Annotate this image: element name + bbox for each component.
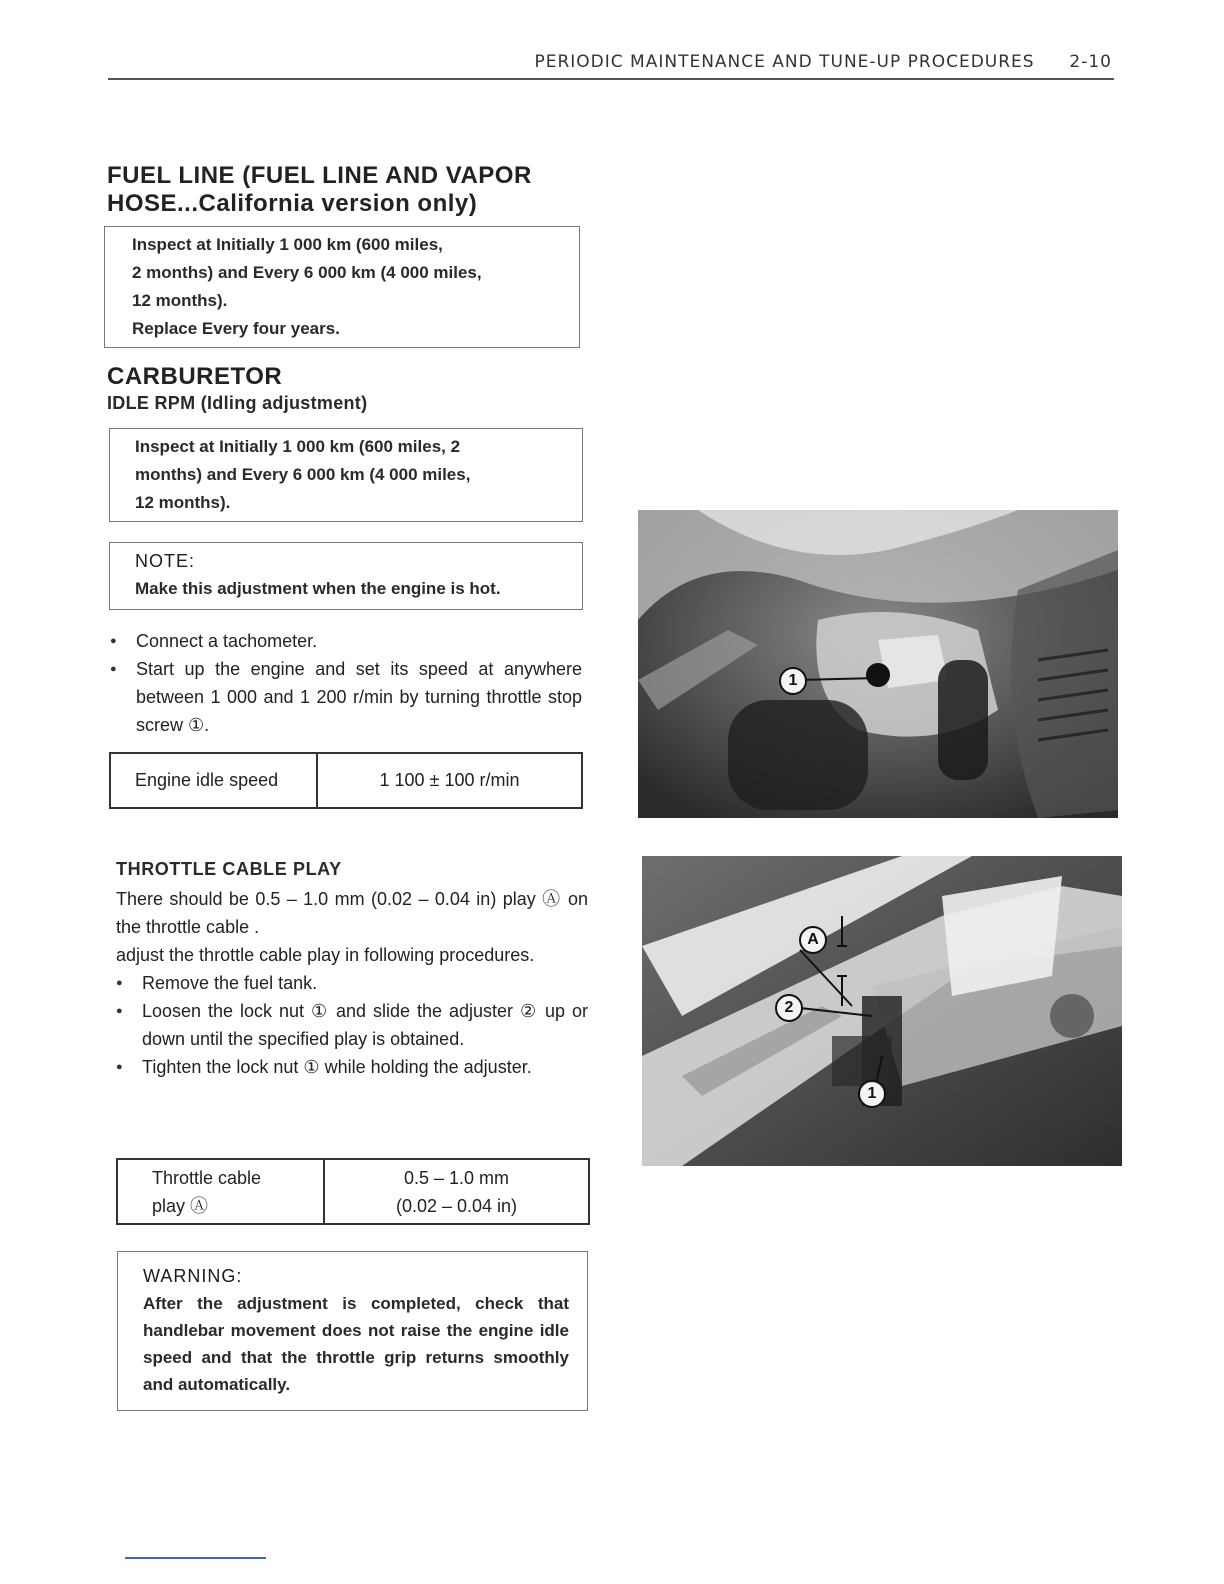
- warning-label: WARNING:: [143, 1266, 243, 1286]
- fuel-line-heading: FUEL LINE (FUEL LINE AND VAPOR HOSE...California version only): [107, 162, 532, 217]
- throttle-text: [116, 885, 588, 1081]
- throttle-intro: There should be 0.5 – 1.0 mm (0.02 – 0.04 in) play Ⓐ on the throttle cable .: [116, 889, 588, 937]
- header-title: PERIODIC MAINTENANCE AND TUNE-UP PROCEDURES: [534, 52, 1035, 72]
- idle-speed-value: 1 100 ± 100 r/min: [317, 753, 582, 808]
- callout-1: 1: [858, 1080, 886, 1108]
- callout-2: 2: [775, 994, 803, 1022]
- idle-speed-spec-table: [109, 752, 583, 809]
- note-box: [109, 542, 583, 610]
- callout-a: A: [799, 926, 827, 954]
- idle-rpm-subheading: IDLE RPM (Idling adjustment): [107, 393, 368, 413]
- list-item: ● Tighten the lock nut ① while holding the adjuster.: [116, 1053, 588, 1081]
- note-text: Make this adjustment when the engine is hot.: [135, 579, 501, 598]
- page-number: 2-10: [1069, 52, 1112, 72]
- warning-box: [117, 1251, 588, 1411]
- list-item: ● Connect a tachometer.: [110, 627, 582, 655]
- carburetor-photo-image: [638, 510, 1118, 818]
- idle-speed-label: Engine idle speed: [110, 753, 317, 808]
- warning-text: After the adjustment is completed, check that handlebar movement does not raise the engine idle speed and that the throttle grip returns smoothly and automatically.: [143, 1294, 569, 1394]
- list-item: ● Loosen the lock nut ① and slide the adjuster ② up or down until the specified play is obtained.: [116, 997, 588, 1053]
- throttle-cable-photo: [642, 856, 1122, 1166]
- carburetor-inspect-box: Inspect at Initially 1 000 km (600 miles, 2 months) and Every 6 000 km (4 000 miles, 12 months).: [109, 428, 583, 522]
- throttle-intro2: adjust the throttle cable play in following procedures.: [116, 945, 535, 965]
- list-item: ● Start up the engine and set its speed at anywhere between 1 000 and 1 200 r/min by turning throttle stop screw ①.: [110, 655, 582, 739]
- bottom-mark: [125, 1557, 266, 1559]
- callout-1: 1: [779, 667, 807, 695]
- throttle-spec-label: Throttle cable play Ⓐ: [117, 1159, 324, 1224]
- throttle-cable-photo-image: [642, 856, 1122, 1166]
- page-header: [520, 52, 1112, 72]
- carburetor-photo: [638, 510, 1118, 818]
- throttle-spec-table: [116, 1158, 590, 1225]
- carburetor-heading: CARBURETOR: [107, 363, 283, 390]
- throttle-cable-heading: THROTTLE CABLE PLAY: [116, 859, 342, 879]
- fuel-line-inspect-box: Inspect at Initially 1 000 km (600 miles, 2 months) and Every 6 000 km (4 000 miles, 12 months). Replace Every four years.: [104, 226, 580, 348]
- note-label: NOTE:: [135, 551, 196, 571]
- list-item: ● Remove the fuel tank.: [116, 969, 588, 997]
- header-rule: [108, 78, 1114, 80]
- throttle-spec-value: 0.5 – 1.0 mm (0.02 – 0.04 in): [324, 1159, 589, 1224]
- carburetor-steps: [110, 627, 582, 739]
